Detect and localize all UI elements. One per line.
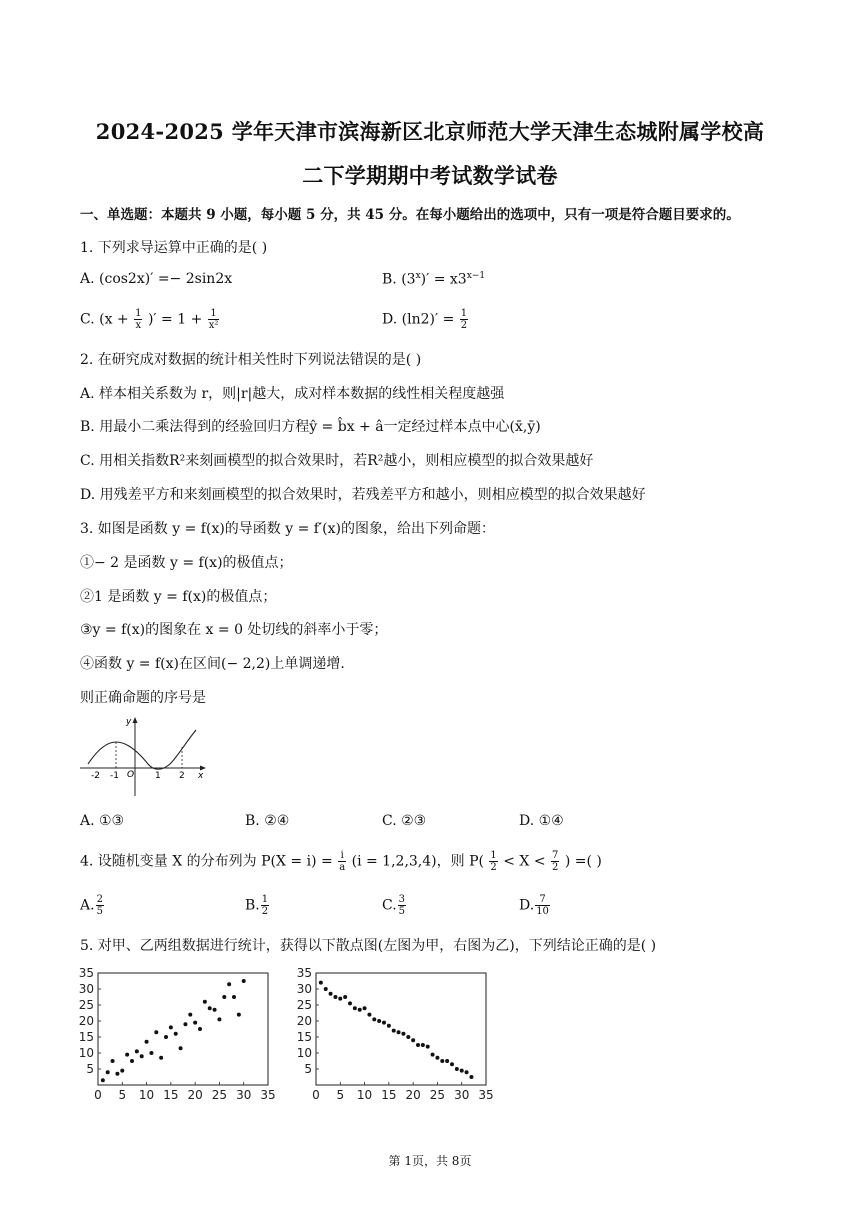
scatter-point (145, 1040, 149, 1044)
scatter-point (140, 1054, 144, 1058)
plot-frame (316, 973, 486, 1085)
q1-c-frac2-den: x² (208, 320, 219, 331)
scatter-point (401, 1032, 405, 1036)
scatter-point (338, 997, 342, 1001)
q1-d-prefix: D. (ln2)′ = (382, 311, 455, 328)
q1-option-b (382, 271, 485, 288)
graph-origin-label: O (127, 770, 135, 780)
q3-option-a: A. ①③ (80, 813, 125, 829)
y-tick-label: 10 (78, 1046, 94, 1060)
q4-d-label: D. (519, 897, 535, 914)
scatter-point (213, 1008, 217, 1012)
scatter-point (115, 1072, 119, 1076)
q4-a-num: 2 (96, 894, 103, 905)
scatter-point (469, 1075, 473, 1079)
x-tick-label: 15 (381, 1088, 397, 1102)
y-tick-label: 10 (296, 1046, 312, 1060)
scatter-point (174, 1032, 178, 1036)
q4-option-b (245, 894, 270, 917)
scatter-point (372, 1017, 376, 1021)
q4-frac-ia-den: a (339, 862, 346, 873)
page-footer: 第 1页，共 8页 (388, 1154, 472, 1168)
x-tick-label: 10 (356, 1088, 373, 1102)
scatter-point (460, 1069, 464, 1073)
q4-a-label: A. (80, 897, 95, 914)
graph-y-arrow (133, 717, 138, 723)
scatter-point (208, 1006, 212, 1010)
q2-option-a: A. 样本相关系数为 r，则|r|越大，成对样本数据的线性相关程度越强 (80, 386, 505, 402)
q1-d-frac-num: 1 (460, 308, 468, 319)
scatter-point (227, 982, 231, 986)
q3-statement-2: ②1 是函数 y = f(x)的极值点； (80, 589, 277, 605)
scatter-point (232, 995, 236, 999)
y-tick-label: 35 (78, 966, 94, 980)
scatter-point (411, 1038, 415, 1042)
q4-stem-lt: < X < (503, 853, 551, 870)
q4-frac-seven-half-num: 7 (552, 850, 559, 861)
scatter-point (363, 1006, 367, 1010)
scatter-point (242, 979, 246, 983)
q4-d-frac (535, 894, 550, 917)
q3-option-b: B. ②④ (245, 813, 290, 829)
q1-option-d (382, 308, 469, 331)
q4-c-frac (398, 894, 406, 917)
scatter-point (406, 1035, 410, 1039)
scatter-point (421, 1043, 425, 1047)
q4-d-den: 10 (536, 906, 549, 917)
y-tick-label: 35 (296, 966, 312, 980)
scatter-point (164, 1035, 168, 1039)
scatter-point (455, 1067, 459, 1071)
q4-frac-seven-half-den: 2 (552, 862, 559, 873)
graph-y-label: y (126, 717, 132, 727)
scatter-chart-yi (286, 965, 496, 1110)
q5-stem: 5. 对甲、乙两组数据进行统计，获得以下散点图(左图为甲，右图为乙)，下列结论正确的是( ) (80, 938, 657, 954)
q4-frac-half-den: 2 (490, 862, 497, 873)
q4-c-num: 3 (398, 894, 406, 905)
graph-tick-2: 2 (179, 771, 185, 781)
q4-option-a (80, 894, 105, 917)
scatter-point (431, 1053, 435, 1057)
q1-option-a: A. (cos2x)′ =− 2sin2x (80, 271, 233, 287)
q4-b-den: 2 (261, 906, 269, 917)
q4-stem-mid: (i = 1,2,3,4)，则 P( (351, 853, 484, 870)
exam-title-line1: 2024-2025 学年天津市滨海新区北京师范大学天津生态城附属学校高 (95, 119, 765, 144)
x-tick-label: 35 (260, 1088, 276, 1102)
scatter-point (333, 995, 337, 999)
q4-d-num: 7 (535, 894, 550, 906)
scatter-point (237, 1013, 241, 1017)
section-heading: 一、单选题：本题共 9 小题，每小题 5 分，共 45 分。在每小题给出的选项中，只有一项是符合题目要求的。 (80, 207, 740, 223)
scatter-point (387, 1024, 391, 1028)
x-tick-label: 35 (478, 1088, 494, 1102)
scatter-point (416, 1043, 420, 1047)
scatter-point (397, 1030, 401, 1034)
scatter-point (465, 1070, 469, 1074)
scatter-point (445, 1059, 449, 1063)
scatter-point (125, 1053, 129, 1057)
scatter-point (343, 995, 347, 999)
q1-d-frac-den: 2 (460, 320, 468, 331)
scatter-point (426, 1045, 430, 1049)
scatter-point (203, 1000, 207, 1004)
q4-frac-ia-num: i (338, 850, 346, 862)
scatter-point (367, 1013, 371, 1017)
y-tick-label: 5 (86, 1062, 94, 1076)
q2-option-d: D. 用残差平方和来刻画模型的拟合效果时，若残差平方和越小，则相应模型的拟合效果越好 (80, 487, 646, 503)
scatter-point (120, 1069, 124, 1073)
q3-statement-1: ①− 2 是函数 y = f(x)的极值点； (80, 555, 293, 571)
scatter-point (353, 1006, 357, 1010)
scatter-point (135, 1049, 139, 1053)
x-tick-label: 5 (336, 1088, 345, 1102)
scatter-point (440, 1059, 444, 1063)
y-tick-label: 25 (78, 998, 94, 1012)
y-tick-label: 25 (296, 998, 312, 1012)
q4-frac-half (489, 850, 497, 873)
q4-frac-ia (338, 850, 346, 873)
q2-option-b: B. 用最小二乘法得到的经验回归方程ŷ = b̂x + â一定经过样本点中心(x̄,ȳ) (80, 419, 541, 435)
q3-ask: 则正确命题的序号是 (80, 690, 206, 706)
q1-b-prefix: B. (3 (382, 271, 416, 288)
q4-option-c (382, 894, 407, 917)
graph-tick-neg1: -1 (110, 771, 119, 781)
q4-frac-half-num: 1 (490, 850, 497, 861)
x-tick-label: 20 (187, 1088, 203, 1102)
scatter-point (169, 1025, 173, 1029)
q3-statement-3: ③y = f(x)的图象在 x = 0 处切线的斜率小于零； (80, 622, 388, 638)
x-tick-label: 15 (163, 1088, 179, 1102)
scatter-point (193, 1021, 197, 1025)
graph-tick-1: 1 (155, 771, 161, 781)
q3-statement-4: ④函数 y = f(x)在区间(− 2,2)上单调递增. (80, 656, 345, 672)
scatter-point (217, 1017, 221, 1021)
q1-c-frac (134, 308, 142, 331)
x-tick-label: 0 (312, 1088, 320, 1102)
y-tick-label: 30 (296, 982, 312, 996)
q1-b-suffix: )′ = x3 (420, 271, 467, 288)
q1-c-frac-num: 1 (135, 308, 142, 319)
q4-b-label: B. (245, 897, 260, 914)
graph-curve (88, 730, 196, 769)
scatter-point (159, 1056, 163, 1060)
q1-b-exp: x−1 (466, 271, 486, 281)
y-tick-label: 20 (296, 1014, 312, 1028)
q4-b-num: 1 (261, 894, 269, 905)
scatter-point (324, 987, 328, 991)
scatter-point (435, 1056, 439, 1060)
x-tick-label: 5 (118, 1088, 127, 1102)
scatter-point (183, 1022, 187, 1026)
q1-c-prefix: C. (x + (80, 311, 129, 328)
y-tick-label: 5 (304, 1062, 312, 1076)
q4-stem (80, 850, 602, 873)
graph-tick-neg2: -2 (91, 771, 100, 781)
scatter-point (179, 1046, 183, 1050)
q1-c-frac2-num: 1 (208, 308, 220, 320)
scatter-point (358, 1008, 362, 1012)
scatter-point (149, 1051, 153, 1055)
scatter-point (329, 992, 333, 996)
scatter-point (319, 981, 323, 985)
x-tick-label: 10 (138, 1088, 155, 1102)
q3-derivative-graph (78, 712, 210, 798)
scatter-point (222, 995, 226, 999)
graph-x-arrow (200, 766, 206, 771)
x-tick-label: 30 (236, 1088, 252, 1102)
q4-c-label: C. (382, 897, 397, 914)
q4-stem-prefix: 4. 设随机变量 X 的分布列为 P(X = i) = (80, 853, 333, 870)
q1-option-c (80, 308, 220, 331)
scatter-point (392, 1029, 396, 1033)
q1-b-mid: x (415, 271, 421, 281)
scatter-point (198, 1027, 202, 1031)
q1-stem: 1. 下列求导运算中正确的是( ) (80, 240, 268, 256)
scatter-point (377, 1019, 381, 1023)
q1-c-suffix: )′ = 1 + (147, 311, 203, 328)
q4-frac-seven-half (551, 850, 559, 873)
y-tick-label: 20 (78, 1014, 94, 1028)
x-tick-label: 30 (454, 1088, 470, 1102)
x-tick-label: 25 (429, 1088, 446, 1102)
q4-c-den: 5 (398, 906, 406, 917)
q2-stem: 2. 在研究成对数据的统计相关性时下列说法错误的是( ) (80, 352, 422, 368)
scatter-point (130, 1059, 134, 1063)
q1-d-frac (460, 308, 468, 331)
scatter-point (111, 1059, 115, 1063)
y-tick-label: 30 (78, 982, 94, 996)
q4-a-frac (96, 894, 104, 917)
scatter-chart-jia (68, 965, 278, 1110)
graph-x-label: x (198, 771, 204, 781)
q1-c-frac-den: x (135, 320, 142, 331)
scatter-point (348, 1001, 352, 1005)
scatter-point (188, 1013, 192, 1017)
plot-frame (98, 973, 268, 1085)
x-tick-label: 0 (94, 1088, 102, 1102)
y-tick-label: 15 (296, 1030, 312, 1044)
q3-option-c: C. ②③ (382, 813, 427, 829)
q4-stem-suffix: ) =( ) (564, 853, 602, 870)
q4-option-d (519, 894, 551, 917)
q3-stem: 3. 如图是函数 y = f(x)的导函数 y = f′(x)的图象，给出下列命题： (80, 521, 495, 537)
scatter-point (154, 1030, 158, 1034)
q3-option-d: D. ①④ (519, 813, 564, 829)
q4-b-frac (261, 894, 269, 917)
q4-a-den: 5 (96, 906, 103, 917)
scatter-point (101, 1078, 105, 1082)
y-tick-label: 15 (78, 1030, 94, 1044)
scatter-point (382, 1021, 386, 1025)
x-tick-label: 25 (211, 1088, 228, 1102)
exam-title-line2: 二下学期期中考试数学试卷 (302, 163, 558, 188)
x-tick-label: 20 (405, 1088, 421, 1102)
scatter-point (450, 1062, 454, 1066)
q1-c-frac2 (208, 308, 220, 331)
scatter-point (106, 1070, 110, 1074)
q2-option-c: C. 用相关指数R²来刻画模型的拟合效果时，若R²越小，则相应模型的拟合效果越好 (80, 453, 594, 469)
